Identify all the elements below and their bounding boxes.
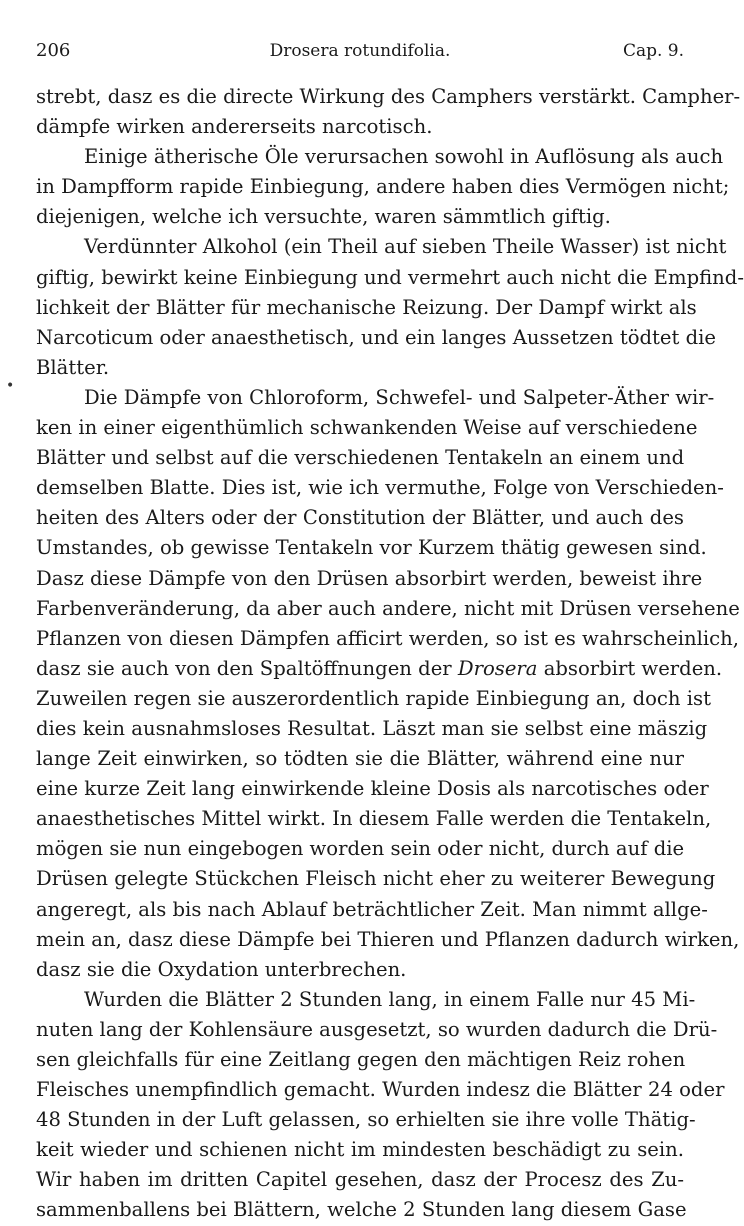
text-line: Einige ätherische Öle verursachen sowohl in Auflösung als auch xyxy=(84,145,724,169)
text-line: lichkeit der Blätter für mechanische Reizung. Der Dampf wirkt als xyxy=(36,295,697,319)
paragraph xyxy=(36,142,730,232)
running-head xyxy=(36,36,684,66)
paragraph xyxy=(36,985,725,1226)
text-line: mögen sie nun eingebogen worden sein oder nicht, durch auf die xyxy=(36,837,685,861)
text-line: giftig, bewirkt keine Einbiegung und vermehrt auch nicht die Empfind- xyxy=(36,265,744,289)
text-line: ken in einer eigenthümlich schwankenden Weise auf verschiedene xyxy=(36,416,698,440)
text-line: dasz sie auch von den Spaltöffnungen der Drosera absorbirt werden. xyxy=(36,656,723,680)
text-line: Zuweilen regen sie auszerordentlich rapide Einbiegung an, doch ist xyxy=(36,686,711,710)
text-line: 48 Stunden in der Luft gelassen, so erhielten sie ihre volle Thätig- xyxy=(36,1108,696,1132)
text-line: angeregt, als bis nach Ablauf beträchtlicher Zeit. Man nimmt allge- xyxy=(36,897,708,921)
margin-mark: • xyxy=(6,378,15,394)
text-line: heiten des Alters oder der Constitution der Blätter, und auch des xyxy=(36,506,684,530)
text-line: mein an, dasz diese Dämpfe bei Thieren und Pflanzen dadurch wirken, xyxy=(36,927,740,951)
chapter-label: Cap. 9. xyxy=(622,41,684,61)
book-page xyxy=(36,36,744,1226)
text-line: Verdünnter Alkohol (ein Theil auf sieben Theile Wasser) ist nicht xyxy=(84,235,727,259)
text-line: Pflanzen von diesen Dämpfen afficirt werden, so ist es wahrscheinlich, xyxy=(36,626,739,650)
text-line: in Dampfform rapide Einbiegung, andere haben dies Vermögen nicht; xyxy=(36,175,730,199)
text-line: sammenballens bei Blättern, welche 2 Stunden lang diesem Gase xyxy=(36,1198,687,1222)
text-line: lange Zeit einwirken, so tödten sie die Blätter, während eine nur xyxy=(36,747,684,771)
text-line: Fleisches unempfindlich gemacht. Wurden indesz die Blätter 24 oder xyxy=(36,1078,725,1102)
text-line: dies kein ausnahmsloses Resultat. Läszt man sie selbst eine mäszig xyxy=(36,716,708,740)
paragraph xyxy=(36,232,744,382)
text-line: demselben Blatte. Dies ist, wie ich vermuthe, Folge von Verschieden- xyxy=(36,476,724,500)
text-line: dasz sie die Oxydation unterbrechen. xyxy=(36,957,407,981)
text-line: Wurden die Blätter 2 Stunden lang, in einem Falle nur 45 Mi- xyxy=(84,987,696,1011)
text-line: Narcoticum oder anaesthetisch, und ein langes Aussetzen tödtet die xyxy=(36,325,717,349)
paragraph xyxy=(36,383,740,985)
text-line: nuten lang der Kohlensäure ausgesetzt, so wurden dadurch die Drü- xyxy=(36,1017,718,1041)
text-line: Umstandes, ob gewisse Tentakeln vor Kurzem thätig gewesen sind. xyxy=(36,536,707,560)
text-line: Dasz diese Dämpfe von den Drüsen absorbirt werden, beweist ihre xyxy=(36,566,703,590)
running-title: Drosera rotundifolia. xyxy=(269,41,451,61)
text-line: eine kurze Zeit lang einwirkende kleine Dosis als narcotisches oder xyxy=(36,777,709,801)
text-line: anaesthetisches Mittel wirkt. In diesem Falle werden die Tentakeln, xyxy=(36,807,712,831)
text-line: Farbenveränderung, da aber auch andere, nicht mit Drüsen versehene xyxy=(36,596,740,620)
text-line: diejenigen, welche ich versuchte, waren sämmtlich giftig. xyxy=(36,205,611,229)
paragraph xyxy=(36,82,741,142)
body-text xyxy=(36,82,744,1226)
text-line: Wir haben im dritten Capitel gesehen, dasz der Procesz des Zu- xyxy=(36,1168,684,1192)
text-line: strebt, dasz es die directe Wirkung des Camphers verstärkt. Campher- xyxy=(36,85,741,108)
page-number: 206 xyxy=(36,40,71,61)
text-line: sen gleichfalls für eine Zeitlang gegen den mächtigen Reiz rohen xyxy=(36,1048,686,1071)
text-line: Blätter. xyxy=(36,355,110,379)
text-line: dämpfe wirken andererseits narcotisch. xyxy=(36,115,433,139)
text-line: Die Dämpfe von Chloroform, Schwefel- und Salpeter-Äther wir- xyxy=(84,385,715,409)
text-line: keit wieder und schienen nicht im mindesten beschädigt zu sein. xyxy=(36,1138,684,1162)
text-line: Drüsen gelegte Stückchen Fleisch nicht eher zu weiterer Bewegung xyxy=(36,867,716,891)
text-line: Blätter und selbst auf die verschiedenen Tentakeln an einem und xyxy=(36,446,685,470)
